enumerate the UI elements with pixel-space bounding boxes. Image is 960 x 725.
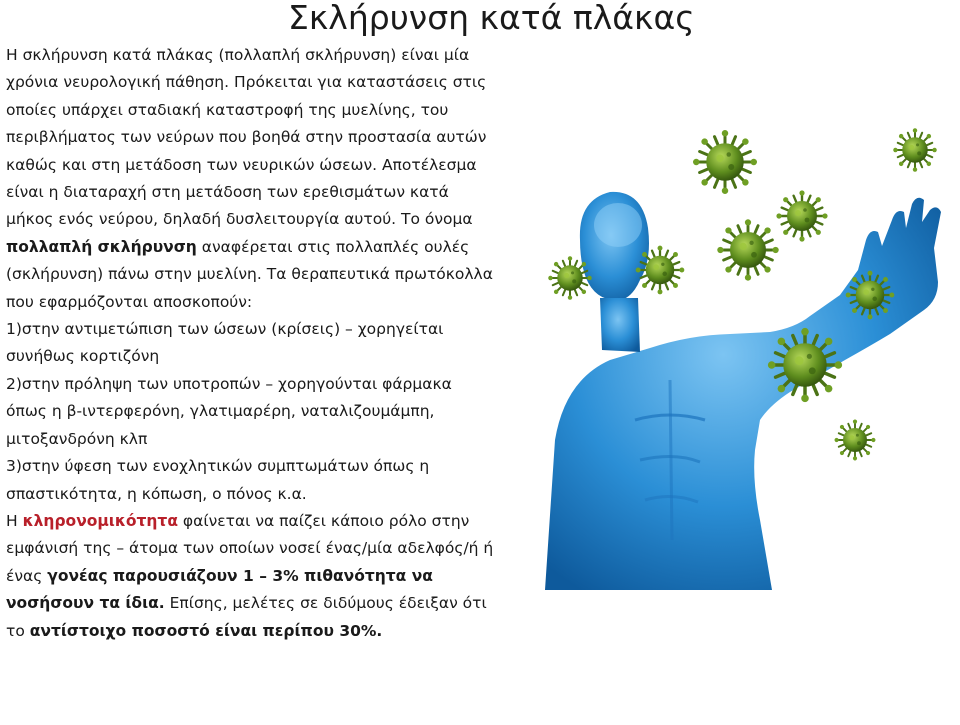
name-rest: αναφέρεται στις πολλαπλές ουλές (σκλήρυνση) πάνω στην μυελίνη. Τα θεραπευτικά πρωτόκολλα που εφαρμόζονται αποσκοπούν: xyxy=(6,237,493,311)
slide-body xyxy=(6,42,496,645)
heredity-pre: Η xyxy=(6,511,23,530)
heredity-term: κληρονομικότητα xyxy=(22,511,178,530)
intro-text: Η σκλήρυνση κατά πλάκας (πολλαπλή σκλήρυνση) είναι μία χρόνια νευρολογική πάθηση. Πρόκειται για καταστάσεις στις οποίες υπάρχει σταδιακή καταστροφή της μυελίνης, του περιβλήματος των νεύρων που βοηθά στην προστασία αυτών καθώς και στη μετάδοση των νευρικών ώσεων. Αποτέλεσμα είναι η διαταραχή στη μετάδοση των ερεθισμάτων κατά μήκος ενός νεύρου, δηλαδή δυσλειτουργία αυτού. Το όνομα xyxy=(6,46,487,229)
therapy-item-3: 3)στην ύφεση των ενοχλητικών συμπτωμάτων όπως η σπαστικότητα, η κόπωση, ο πόνος κ.α. xyxy=(6,457,430,503)
name-term: πολλαπλή σκλήρυνση xyxy=(6,237,197,256)
heredity-paragraph xyxy=(6,508,496,645)
intro-paragraph xyxy=(6,42,496,316)
therapy-item-1: 1)στην αντιμετώπιση των ώσεων (κρίσεις) – χορηγείται συνήθως κορτιζόνη xyxy=(6,320,444,366)
therapy-item-2: 2)στην πρόληψη των υποτροπών – χορηγούνται φάρμακα όπως η β-ιντερφερόνη, γλατιμαρέρη, ναταλιζουμάμπη, μιτοξανδρόνη κλπ xyxy=(6,374,452,448)
slide-title: Σκλήρυνση κατά πλάκας xyxy=(288,0,695,37)
heredity-post: Επίσης, μελέτες σε διδύμους έδειξαν ότι το xyxy=(6,594,487,640)
twins-percentage: αντίστοιχο ποσοστό είναι περίπου 30%. xyxy=(29,621,383,640)
heredity-mid: φαίνεται να παίζει κάποιο ρόλο στην εμφάνισή της – άτομα των οποίων νοσεί ένας/μία αδελφός/ή ή ένας xyxy=(6,511,494,585)
illustration xyxy=(540,120,960,590)
heredity-probability: γονέας παρουσιάζουν 1 – 3% πιθανότητα να νοσήσουν τα ίδια. xyxy=(6,566,433,613)
